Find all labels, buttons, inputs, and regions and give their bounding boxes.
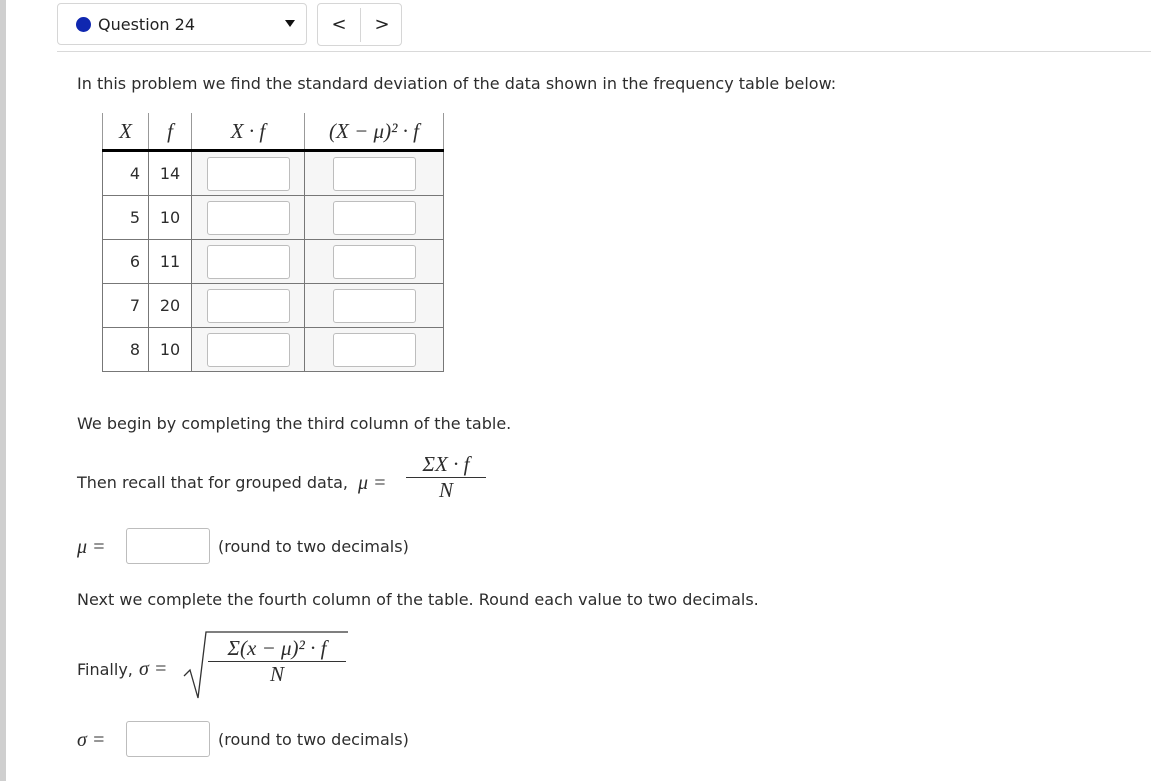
xf-input[interactable] bbox=[207, 333, 290, 367]
cell-x: 6 bbox=[103, 240, 149, 284]
question-status-dot bbox=[76, 17, 91, 32]
sigma-formula-numerator: Σ(x − μ)² · f bbox=[227, 636, 327, 660]
next-question-button[interactable]: > bbox=[374, 14, 390, 35]
deviation-input[interactable] bbox=[333, 245, 416, 279]
cell-x: 4 bbox=[103, 151, 149, 196]
header-f: f bbox=[149, 113, 192, 151]
mu-round-note: (round to two decimals) bbox=[218, 537, 409, 556]
mu-answer-label: μ = bbox=[77, 536, 106, 558]
xf-input[interactable] bbox=[207, 289, 290, 323]
cell-deviation bbox=[305, 240, 444, 284]
cell-x: 7 bbox=[103, 284, 149, 328]
question-label: Question 24 bbox=[98, 15, 196, 34]
sigma-symbol: σ = bbox=[139, 658, 168, 680]
question-nav-buttons bbox=[317, 3, 402, 46]
table-row bbox=[103, 151, 444, 196]
header-xf: X · f bbox=[192, 113, 305, 151]
cell-xf bbox=[192, 151, 305, 196]
step1-text: We begin by completing the third column of the table. bbox=[77, 414, 512, 433]
cell-f: 14 bbox=[149, 151, 192, 196]
mu-answer-input[interactable] bbox=[126, 528, 210, 564]
cell-deviation bbox=[305, 284, 444, 328]
cell-x: 5 bbox=[103, 196, 149, 240]
xf-input[interactable] bbox=[207, 245, 290, 279]
deviation-input[interactable] bbox=[333, 289, 416, 323]
deviation-input[interactable] bbox=[333, 157, 416, 191]
cell-f: 20 bbox=[149, 284, 192, 328]
table-row bbox=[103, 196, 444, 240]
question-selector[interactable] bbox=[57, 3, 307, 45]
cell-f: 10 bbox=[149, 328, 192, 372]
cell-deviation bbox=[305, 328, 444, 372]
cell-f: 10 bbox=[149, 196, 192, 240]
sigma-answer-label: σ = bbox=[77, 729, 106, 751]
left-edge-bar bbox=[0, 0, 6, 781]
intro-text: In this problem we find the standard deviation of the data shown in the frequency table below: bbox=[77, 74, 837, 93]
dropdown-caret-icon[interactable] bbox=[285, 20, 295, 27]
header-deviation: (X − μ)² · f bbox=[305, 113, 444, 151]
sigma-formula bbox=[208, 636, 346, 687]
table-row bbox=[103, 284, 444, 328]
table-row bbox=[103, 240, 444, 284]
header-divider bbox=[57, 51, 1151, 52]
finally-text: Finally, bbox=[77, 660, 133, 679]
mu-formula bbox=[406, 452, 486, 503]
cell-xf bbox=[192, 240, 305, 284]
cell-xf bbox=[192, 284, 305, 328]
header-x: X bbox=[103, 113, 149, 151]
cell-f: 11 bbox=[149, 240, 192, 284]
table-row bbox=[103, 328, 444, 372]
deviation-input[interactable] bbox=[333, 201, 416, 235]
cell-xf bbox=[192, 196, 305, 240]
cell-xf bbox=[192, 328, 305, 372]
step2-text: Then recall that for grouped data, bbox=[77, 473, 348, 492]
mu-formula-numerator: ΣX · f bbox=[422, 452, 470, 476]
cell-deviation bbox=[305, 151, 444, 196]
sigma-round-note: (round to two decimals) bbox=[218, 730, 409, 749]
deviation-input[interactable] bbox=[333, 333, 416, 367]
frequency-table bbox=[102, 113, 444, 372]
xf-input[interactable] bbox=[207, 157, 290, 191]
sigma-formula-denominator: N bbox=[269, 662, 284, 686]
cell-x: 8 bbox=[103, 328, 149, 372]
cell-deviation bbox=[305, 196, 444, 240]
mu-symbol: μ = bbox=[358, 472, 387, 494]
step3-text: Next we complete the fourth column of the table. Round each value to two decimals. bbox=[77, 590, 759, 609]
sigma-answer-input[interactable] bbox=[126, 721, 210, 757]
xf-input[interactable] bbox=[207, 201, 290, 235]
mu-formula-denominator: N bbox=[438, 478, 453, 502]
previous-question-button[interactable]: < bbox=[331, 14, 347, 35]
